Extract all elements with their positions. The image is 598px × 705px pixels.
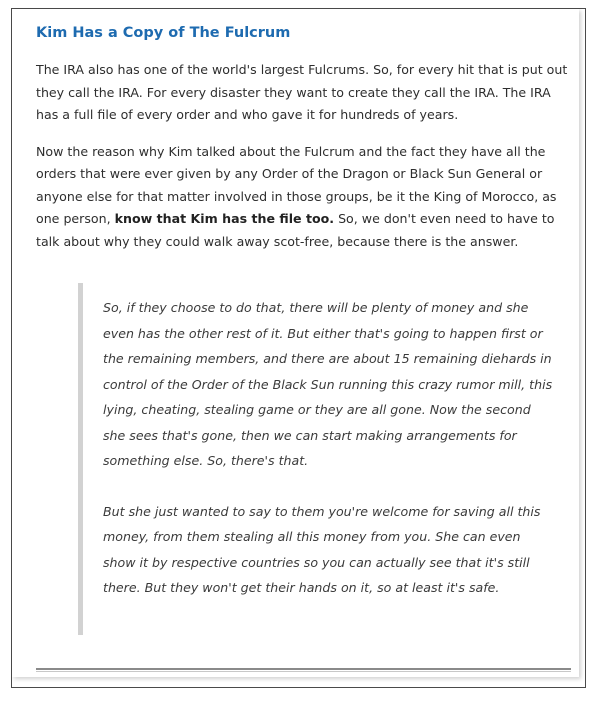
quote-paragraph-1: So, if they choose to do that, there will be plenty of money and she even has the other rest of it. But either that's going to happen first or the remaining members, and there are about 15 remaining diehards in control of the Order of the Black Sun running this crazy rumor mill, this lying, cheating, stealing game or they are all gone. Now the second she sees that's gone, then we can start making arrangements for something else. So, there's that. bbox=[103, 300, 553, 468]
paragraph-kim-fulcrum-start: Now the reason why Kim talked about the Fulcrum and the fact they have all the orders that were ever given by any Order of the Dragon or Black Sun General or anyone else for that matter involved in those groups, be it the King of Morocco, as one person, bbox=[36, 143, 557, 226]
paragraph-kim-fulcrum-bold: know that Kim has the file too. bbox=[114, 211, 335, 226]
article-content bbox=[36, 23, 571, 635]
paragraph-kim-fulcrum-end: So, we don't even need to have to talk about why they could walk away scot-free, because there is the answer. bbox=[36, 211, 555, 249]
blockquote bbox=[78, 283, 555, 635]
paragraph-ira-fulcrum: The IRA also has one of the world's largest Fulcrums. So, for every hit that is put out they call the IRA. For every disaster they want to create they call the IRA. The IRA has a full file of every order and who gave it for hundreds of years. bbox=[36, 62, 568, 122]
article-title: Kim Has a Copy of The Fulcrum bbox=[36, 25, 291, 41]
quote-paragraph-2: But she just wanted to say to them you're welcome for saving all this money, from them stealing all this money from you. She can even show it by respective countries so you can actually see that it's still there. But they won't get their hands on it, so at least it's safe. bbox=[103, 503, 541, 595]
article-frame bbox=[11, 8, 586, 688]
bottom-divider bbox=[36, 668, 571, 672]
paragraph-kim-fulcrum bbox=[36, 141, 571, 254]
